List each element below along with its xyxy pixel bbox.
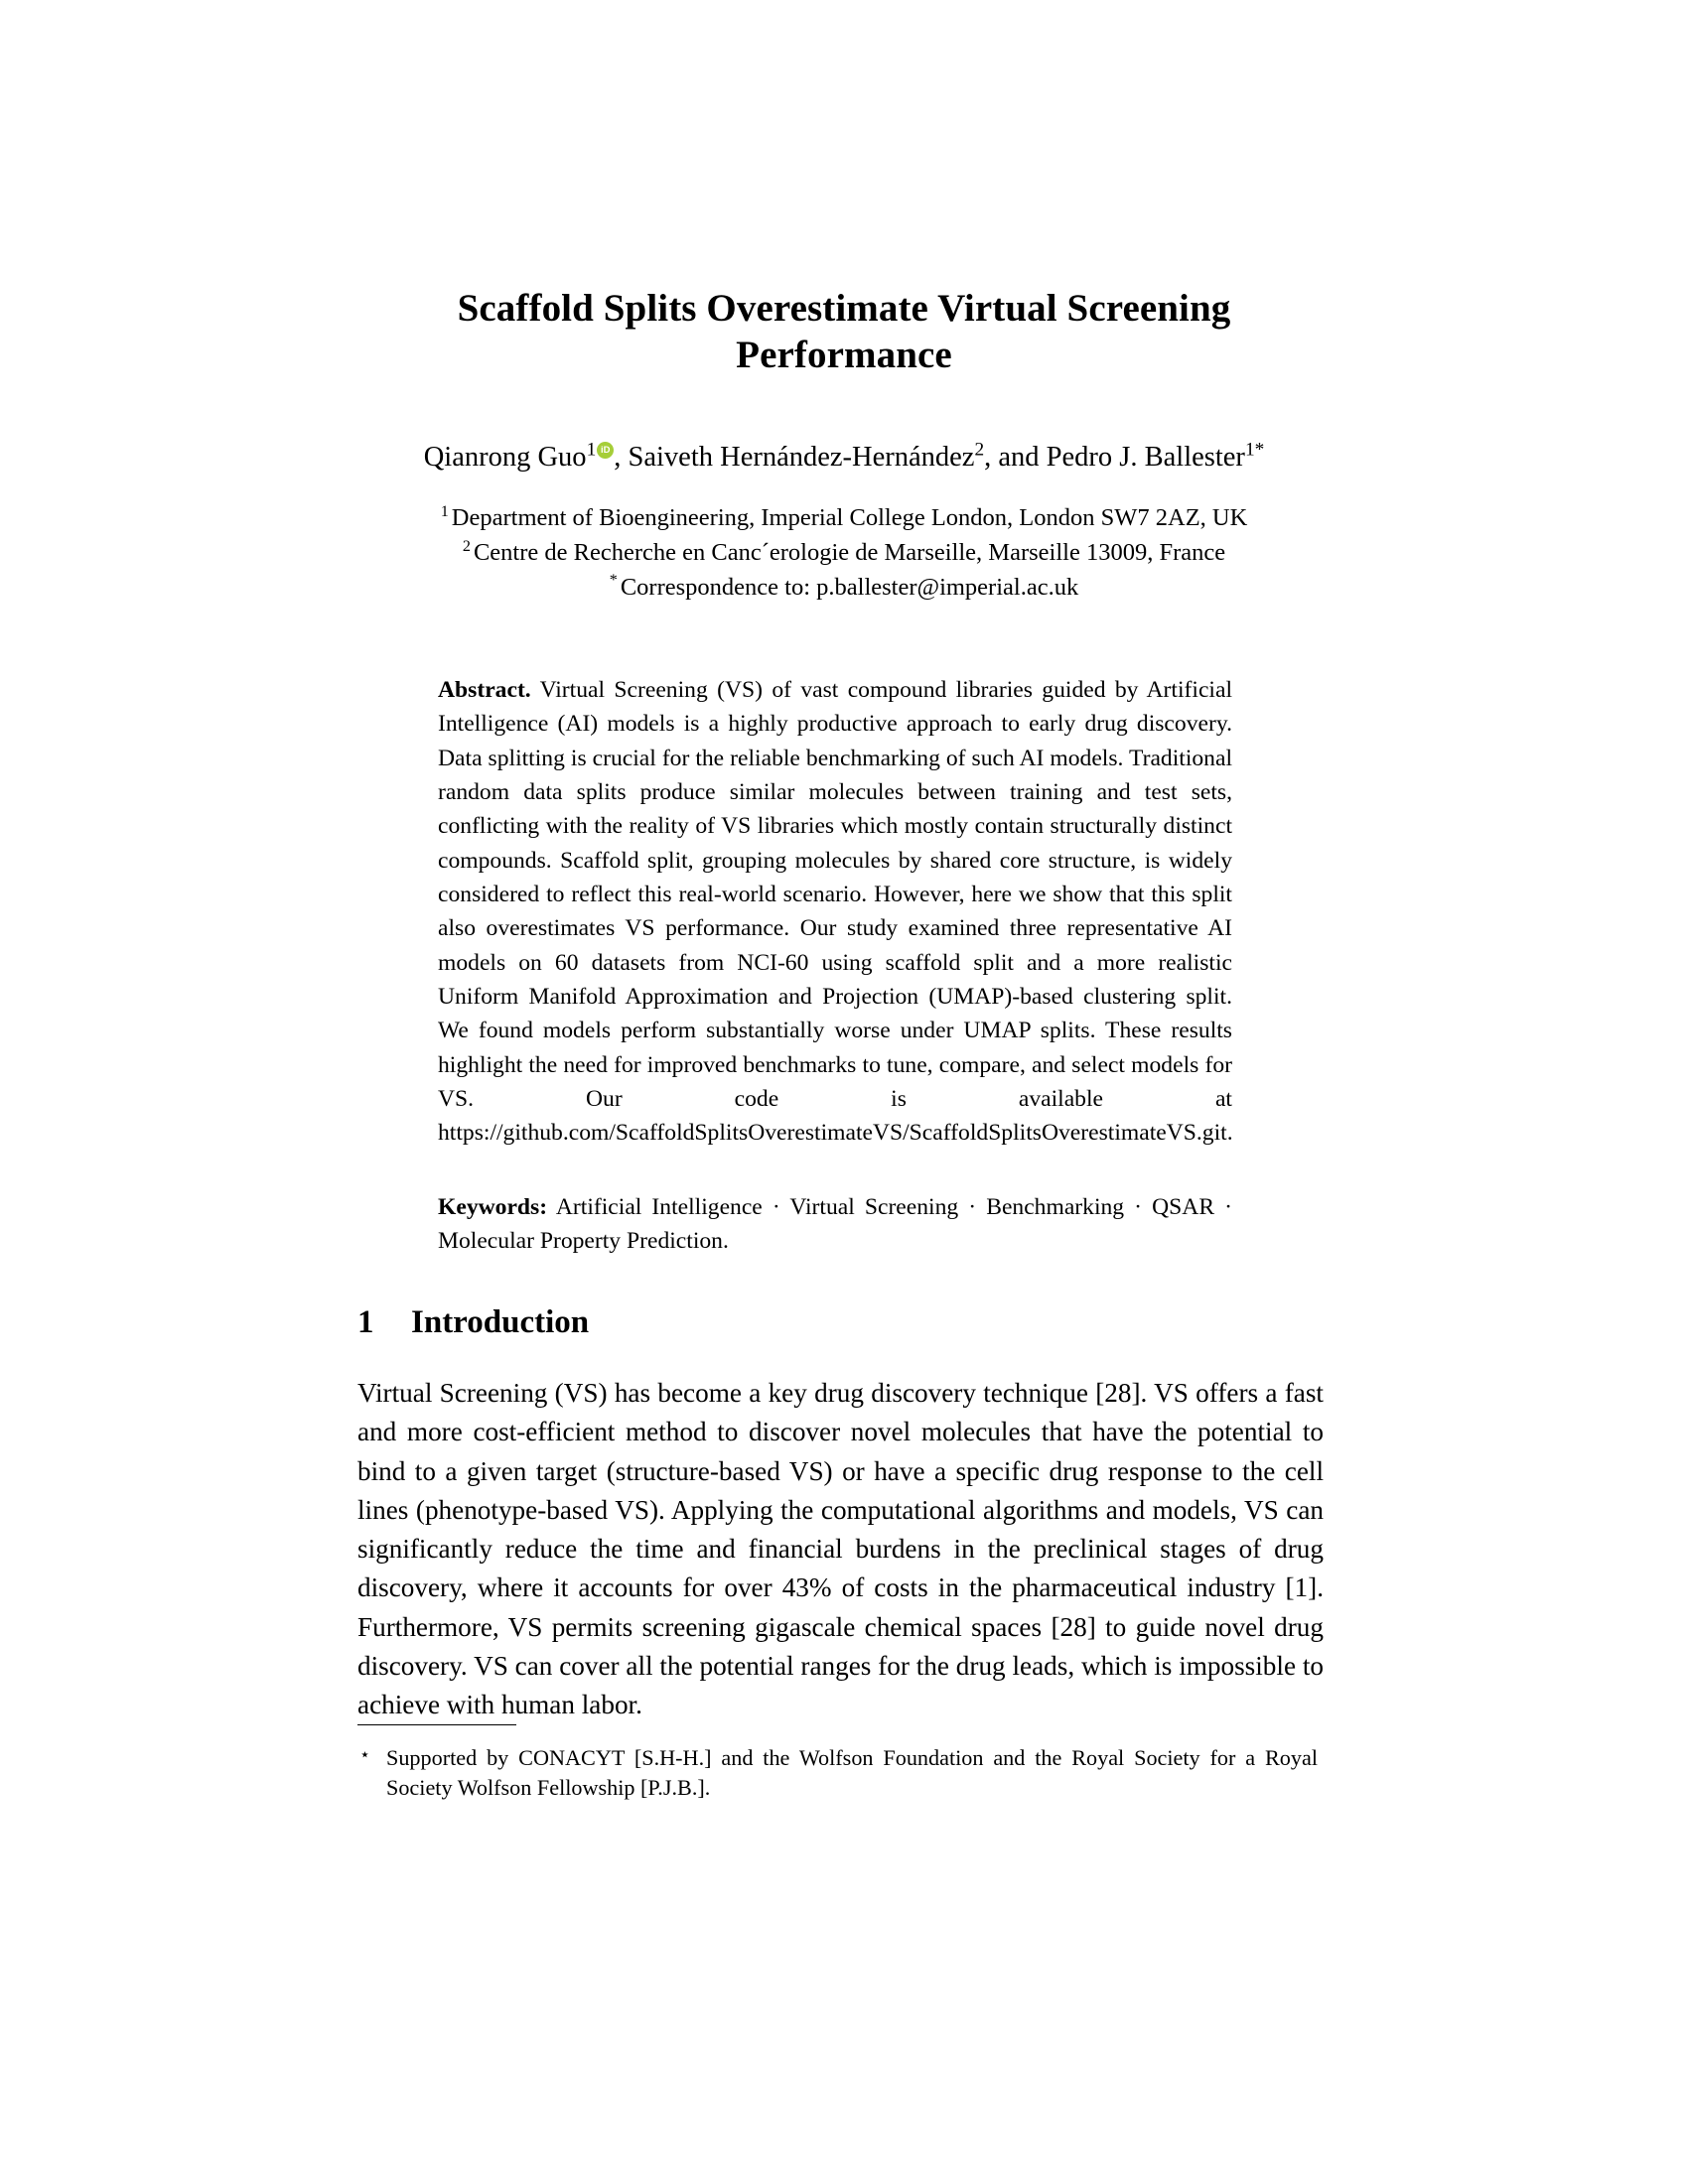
keywords-text: Artificial Intelligence · Virtual Screening · Benchmarking · QSAR · Molecular Property Prediction. [438, 1194, 1232, 1255]
author-name-1: Qianrong Guo [423, 442, 587, 473]
abstract-block [438, 673, 1232, 1151]
keywords-label: Keywords: [438, 1194, 548, 1220]
orcid-icon[interactable] [597, 442, 614, 459]
affiliation-item [328, 536, 1360, 571]
author-affil-mark-1: 1 [586, 439, 597, 461]
author-affil-mark-3: 1* [1244, 439, 1265, 461]
author-name-2: Saiveth Hernández-Hernández [628, 442, 975, 473]
author-list [328, 440, 1360, 476]
page-title: Scaffold Splits Overestimate Virtual Screening Performance [457, 287, 1231, 376]
section-heading-introduction [357, 1303, 1331, 1343]
affiliation-text: Department of Bioengineering, Imperial College London, London SW7 2AZ, UK [451, 504, 1248, 531]
author-name-3: Pedro J. Ballester [1046, 442, 1245, 473]
footnote-mark: ⋆ [359, 1745, 370, 1764]
footnote-text: Supported by CONACYT [S.H-H.] and the Wolfson Foundation and the Royal Society for a Royal Society Wolfson Fellowship [P.J.B.]. [386, 1745, 1318, 1801]
correspondence-text: Correspondence to: p.ballester@imperial.ac.uk [620, 573, 1079, 601]
affiliation-mark: 2 [462, 537, 471, 555]
author-separator-2: , and [984, 442, 1047, 473]
affiliation-item [328, 501, 1360, 536]
affiliation-mark: 1 [440, 502, 449, 520]
abstract-label: Abstract. [438, 677, 531, 703]
section-number: 1 [357, 1304, 374, 1340]
affiliation-list [328, 501, 1360, 605]
affiliation-text: Centre de Recherche en Canc´erologie de Marseille, Marseille 13009, France [473, 538, 1226, 566]
footnote-block [359, 1743, 1318, 1803]
author-separator-1: , [614, 442, 629, 473]
introduction-paragraph: Virtual Screening (VS) has become a key drug discovery technique [28]. VS offers a fast and more cost-efficient method to discover novel molecules that have the potential to bind to a given target (structure-based VS) or have a specific drug response to the cell lines (phenotype-based VS). Applying the computational algorithms and models, VS can significantly reduce the time and financial burdens in the preclinical stages of drug discovery, where it accounts for over 43% of costs in the pharmaceutical industry [1]. Furthermore, VS permits screening gigascale chemical spaces [28] to guide novel drug discovery. VS can cover all the potential ranges for the drug leads, which is impossible to achieve with human labor. [357, 1378, 1324, 1720]
correspondence-line [328, 571, 1360, 606]
title-block [357, 286, 1331, 379]
abstract-text: Virtual Screening (VS) of vast compound libraries guided by Artificial Intelligence (AI) models is a highly productive approach to early drug discovery. Data splitting is crucial for the reliable benchmarking of such AI models. Traditional random data splits produce similar molecules between training and test sets, conflicting with the reality of VS libraries which mostly contain structurally distinct compounds. Scaffold split, grouping molecules by shared core structure, is widely considered to reflect this real-world scenario. However, here we show that this split also overestimates VS performance. Our study examined three representative AI models on 60 datasets from NCI-60 using scaffold split and a more realistic Uniform Manifold Approximation and Projection (UMAP)-based clustering split. We found models perform substantially worse under UMAP splits. These results highlight the need for improved benchmarks to tune, compare, and select models for VS. Our code is available at https://github.com/ScaffoldSplitsOverestimateVS/ScaffoldSplitsOverestimateVS.git. [438, 677, 1233, 1147]
section-title: Introduction [411, 1304, 590, 1340]
footnote-separator [357, 1724, 516, 1725]
author-affil-mark-2: 2 [974, 439, 985, 461]
correspondence-mark: * [609, 572, 618, 590]
keywords-block [438, 1190, 1232, 1259]
